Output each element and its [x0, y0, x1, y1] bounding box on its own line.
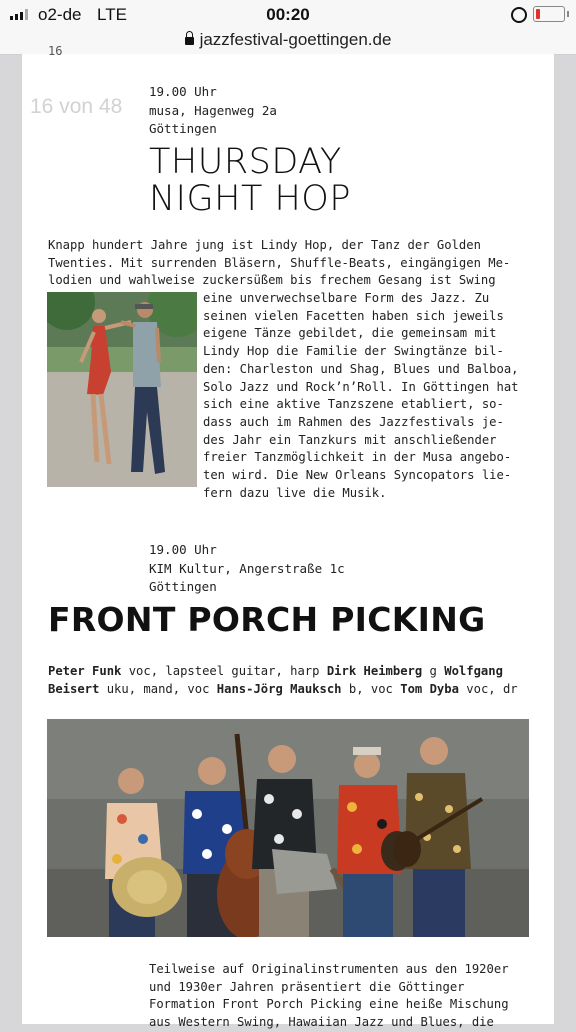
- event-city: Göttingen: [149, 121, 217, 136]
- band-lineup: [48, 663, 518, 698]
- musician-role: g: [422, 664, 445, 678]
- text-line: eigene Tänze gebildet, die gemeinsam mit: [203, 326, 497, 341]
- text-line: seinen vielen Facetten haben sich jeweils: [203, 308, 504, 323]
- musician-name: Peter Funk: [48, 664, 122, 678]
- musician-role: uku, mand, voc: [99, 681, 217, 696]
- lock-icon: [185, 37, 194, 45]
- event-title-line: THURSDAY: [149, 142, 342, 182]
- text-line: lodien und wahlweise zuckersüßem bis frechem Gesang ist Swing: [48, 273, 496, 288]
- carrier-name: o2-de: [38, 5, 82, 24]
- text-line: Lindy Hop die Familie der Swingtänze bil-: [203, 344, 504, 359]
- event-time: 19.00 Uhr: [149, 84, 217, 99]
- musician-name: Dirk Heimberg: [326, 664, 423, 678]
- musician-role: voc, dr: [458, 681, 518, 696]
- event-city: Göttingen: [149, 579, 217, 594]
- event-title: FRONT PORCH PICKING: [48, 600, 486, 639]
- text-line: fern dazu live die Musik.: [203, 485, 387, 500]
- text-line: eine unverwechselbare Form des Jazz. Zu: [203, 291, 490, 305]
- event-description: [149, 961, 509, 1032]
- musician-name: Hans-Jörg Mauksch: [216, 681, 342, 696]
- text-line: sich eine aktive Tanzszene etabliert, so-: [203, 397, 504, 412]
- text-line: aus Western Swing, Hawaiian Jazz und Blues, die: [149, 1015, 494, 1030]
- musician-role: b, voc: [341, 681, 401, 696]
- dance-photo: [47, 292, 197, 487]
- cut-off-text: 16: [48, 44, 63, 58]
- musician-name: Wolfgang: [444, 664, 503, 678]
- event-venue: musa, Hagenweg 2a: [149, 102, 277, 118]
- text-line: und 1930er Jahren präsentiert die Göttinger: [149, 979, 465, 994]
- musician-name: Tom Dyba: [400, 681, 459, 696]
- text-line: den: Charleston und Shag, Blues und Balboa,: [203, 361, 519, 376]
- text-line: Teilweise auf Originalinstrumenten aus den 1920er: [149, 962, 509, 976]
- text-line: dass auch im Rahmen des Jazzfestivals je-: [203, 414, 504, 429]
- text-line: des Jahr ein Tanzkurs mit anschließender: [203, 432, 497, 447]
- event-description: [203, 290, 519, 502]
- page-counter: 16 von 48: [30, 95, 123, 118]
- musician-name: Beisert: [48, 681, 100, 696]
- status-bar: [0, 0, 576, 30]
- event-intro: [48, 237, 510, 290]
- battery-icon: [533, 6, 565, 22]
- address-bar[interactable]: [0, 30, 576, 55]
- clock: 00:20: [266, 5, 310, 24]
- band-photo: [47, 719, 529, 937]
- event-meta: [149, 541, 345, 597]
- musician-role: voc, lapsteel guitar, harp: [121, 664, 327, 678]
- text-line: Formation Front Porch Picking eine heiße Mischung: [149, 997, 509, 1012]
- url-text: jazzfestival-goettingen.de: [199, 30, 392, 49]
- text-line: Knapp hundert Jahre jung ist Lindy Hop, der Tanz der Golden: [48, 238, 481, 252]
- network-type: LTE: [97, 5, 127, 24]
- text-line: Twenties. Mit surrenden Bläsern, Shuffle-Beats, eingängigen Me-: [48, 255, 511, 270]
- event-meta: [149, 83, 277, 139]
- event-title: [149, 144, 351, 218]
- text-line: freier Tanzmöglichkeit in der Musa angebo-: [203, 450, 512, 465]
- text-line: ten wird. Die New Orleans Syncopators lie-: [203, 468, 512, 483]
- event-venue: KIM Kultur, Angerstraße 1c: [149, 560, 345, 576]
- text-line: Solo Jazz und Rock’n’Roll. In Göttingen hat: [203, 379, 519, 394]
- event-time: 19.00 Uhr: [149, 542, 217, 557]
- event-title-line: NIGHT HOP: [149, 179, 351, 219]
- rotation-lock-icon: [511, 7, 527, 23]
